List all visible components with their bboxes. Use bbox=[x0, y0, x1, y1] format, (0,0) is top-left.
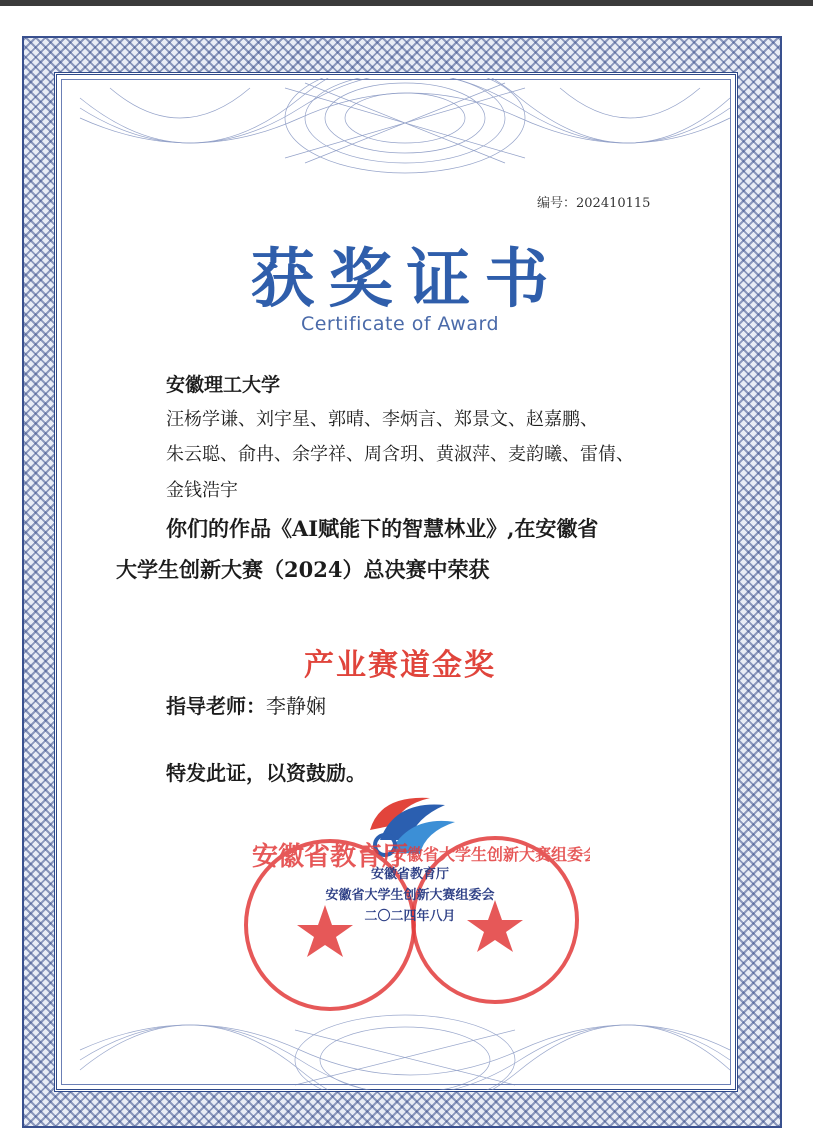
award-statement-line-1: 你们的作品《AI赋能下的智慧林业》,在安徽省 bbox=[166, 516, 599, 541]
names-line-3: 金钱浩宇 bbox=[166, 480, 238, 501]
top-edge-bar bbox=[0, 0, 813, 6]
top-guilloche-ornament bbox=[70, 78, 740, 188]
names-line-2: 朱云聪、俞冉、余学祥、周含玥、黄淑萍、麦韵曦、雷倩、 bbox=[166, 444, 634, 465]
names-line-1: 汪杨学谦、刘宇星、郭晴、李炳言、郑景文、赵嘉鹏、 bbox=[166, 409, 598, 430]
award-statement-line-2: 大学生创新大赛（2024）总决赛中荣获 bbox=[116, 557, 490, 582]
issue-date: 二〇二四年八月 bbox=[364, 909, 456, 924]
issuer-line-1: 安徽省教育厅 bbox=[370, 867, 449, 882]
left-seal-text: 安徽省教育厅 bbox=[251, 842, 409, 872]
advisor-label: 指导老师： bbox=[166, 694, 266, 718]
closing-statement: 特发此证，以资鼓励。 bbox=[166, 761, 366, 785]
serial-number bbox=[537, 192, 650, 211]
serial-value: 202410115 bbox=[576, 196, 651, 211]
prize-title: 产业赛道金奖 bbox=[304, 648, 496, 683]
school-name: 安徽理工大学 bbox=[166, 374, 281, 396]
issuer-line-2: 安徽省大学生创新大赛组委会 bbox=[325, 888, 495, 903]
advisor-line bbox=[166, 690, 326, 719]
certificate-title: 获奖证书 bbox=[250, 242, 563, 317]
right-seal-text: 安徽省大学生创新大赛组委会 bbox=[390, 845, 590, 864]
serial-label: 编号： bbox=[537, 196, 577, 211]
advisor-name: 李静娴 bbox=[266, 694, 326, 718]
certificate-subtitle: Certificate of Award bbox=[300, 313, 500, 335]
seal-area bbox=[230, 780, 590, 1020]
